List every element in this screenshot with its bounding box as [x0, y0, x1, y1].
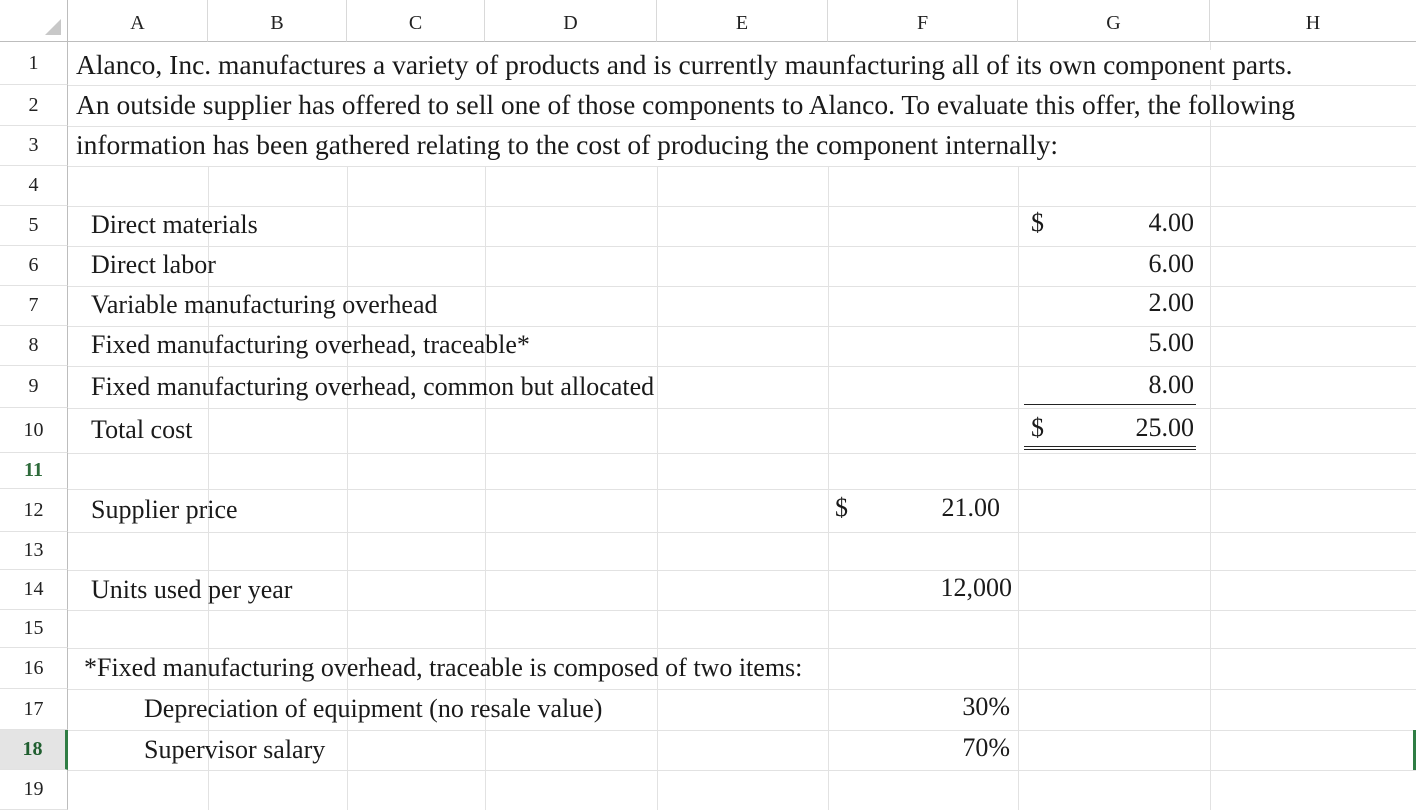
row-header-3[interactable]: 3: [0, 126, 68, 166]
footnote-value-supervisor[interactable]: 70%: [962, 733, 1010, 762]
row-header-1[interactable]: 1: [0, 42, 68, 85]
cost-label-direct-labor[interactable]: Direct labor: [91, 250, 216, 279]
column-header-g[interactable]: G: [1018, 0, 1210, 42]
row-header-18[interactable]: 18: [0, 730, 68, 770]
gridline: [68, 408, 1416, 409]
gridline: [68, 326, 1416, 327]
column-header-d[interactable]: D: [485, 0, 657, 42]
total-cost-value[interactable]: 25.00: [1135, 413, 1194, 442]
footnote-title[interactable]: *Fixed manufacturing overhead, traceable is composed of two items:: [84, 653, 803, 682]
intro-line-2[interactable]: An outside supplier has offered to sell one of those components to Alanco. To evaluate this offer, the following: [76, 90, 1299, 120]
gridline: [1018, 166, 1019, 810]
row-header-8[interactable]: 8: [0, 326, 68, 366]
cost-label-fixed-common[interactable]: Fixed manufacturing overhead, common but allocated: [91, 372, 655, 401]
cost-value-direct-labor[interactable]: 6.00: [1148, 249, 1194, 278]
intro-line-1[interactable]: Alanco, Inc. manufactures a variety of products and is currently maunfacturing all of its own component parts.: [76, 50, 1297, 80]
column-header-a[interactable]: A: [68, 0, 208, 42]
gridline: [68, 206, 1416, 207]
gridline: [68, 689, 1416, 690]
column-header-e[interactable]: E: [657, 0, 828, 42]
row-header-15[interactable]: 15: [0, 610, 68, 648]
row-header-16[interactable]: 16: [0, 648, 68, 689]
row-header-7[interactable]: 7: [0, 286, 68, 326]
gridline: [68, 532, 1416, 533]
row-header-19[interactable]: 19: [0, 770, 68, 810]
gridline: [1210, 166, 1211, 810]
intro-line-3[interactable]: information has been gathered relating to the cost of producing the component internally:: [76, 130, 1062, 160]
footnote-value-depreciation[interactable]: 30%: [962, 692, 1010, 721]
total-double-rule: [1024, 446, 1196, 450]
cost-value-fixed-traceable[interactable]: 5.00: [1148, 328, 1194, 357]
currency-symbol: $: [835, 493, 848, 522]
gridline: [68, 85, 1416, 86]
cost-label-variable-overhead[interactable]: Variable manufacturing overhead: [91, 290, 438, 319]
gridline: [68, 770, 1416, 771]
gridline: [68, 126, 1416, 127]
total-cost-label[interactable]: Total cost: [91, 415, 193, 444]
column-header-c[interactable]: C: [347, 0, 485, 42]
cost-label-fixed-traceable[interactable]: Fixed manufacturing overhead, traceable*: [91, 330, 530, 359]
row-header-2[interactable]: 2: [0, 85, 68, 126]
select-all-corner[interactable]: [0, 0, 68, 42]
units-label[interactable]: Units used per year: [91, 575, 293, 604]
row-header-4[interactable]: 4: [0, 166, 68, 206]
gridline: [657, 166, 658, 810]
supplier-price-label[interactable]: Supplier price: [91, 495, 238, 524]
gridline: [68, 730, 1416, 731]
units-value[interactable]: 12,000: [940, 573, 1012, 602]
supplier-price-value[interactable]: 21.00: [941, 493, 1000, 522]
footnote-item-depreciation[interactable]: Depreciation of equipment (no resale value): [144, 694, 603, 723]
gridline: [68, 648, 1416, 649]
row-header-14[interactable]: 14: [0, 570, 68, 610]
column-header-f[interactable]: F: [828, 0, 1018, 42]
column-header-h[interactable]: H: [1210, 0, 1416, 42]
gridline: [68, 489, 1416, 490]
gridline: [68, 610, 1416, 611]
currency-symbol: $: [1031, 208, 1044, 237]
row-header-12[interactable]: 12: [0, 489, 68, 532]
row-header-17[interactable]: 17: [0, 689, 68, 730]
gridline: [68, 453, 1416, 454]
row-header-11[interactable]: 11: [0, 453, 68, 489]
row-header-5[interactable]: 5: [0, 206, 68, 246]
row-header-9[interactable]: 9: [0, 366, 68, 408]
cost-label-direct-materials[interactable]: Direct materials: [91, 210, 258, 239]
gridline: [68, 366, 1416, 367]
cost-value-variable-overhead[interactable]: 2.00: [1148, 288, 1194, 317]
cost-value-fixed-common[interactable]: 8.00: [1148, 370, 1194, 399]
subtotal-rule: [1024, 404, 1196, 405]
gridline: [68, 246, 1416, 247]
row-header-10[interactable]: 10: [0, 408, 68, 453]
cost-value-direct-materials[interactable]: 4.00: [1148, 208, 1194, 237]
row-header-6[interactable]: 6: [0, 246, 68, 286]
gridline: [68, 570, 1416, 571]
gridline: [828, 166, 829, 810]
currency-symbol: $: [1031, 413, 1044, 442]
select-all-icon: [45, 19, 61, 35]
gridline: [68, 286, 1416, 287]
gridline: [68, 166, 1416, 167]
footnote-item-supervisor[interactable]: Supervisor salary: [144, 735, 326, 764]
row-header-13[interactable]: 13: [0, 532, 68, 570]
column-header-b[interactable]: B: [208, 0, 347, 42]
